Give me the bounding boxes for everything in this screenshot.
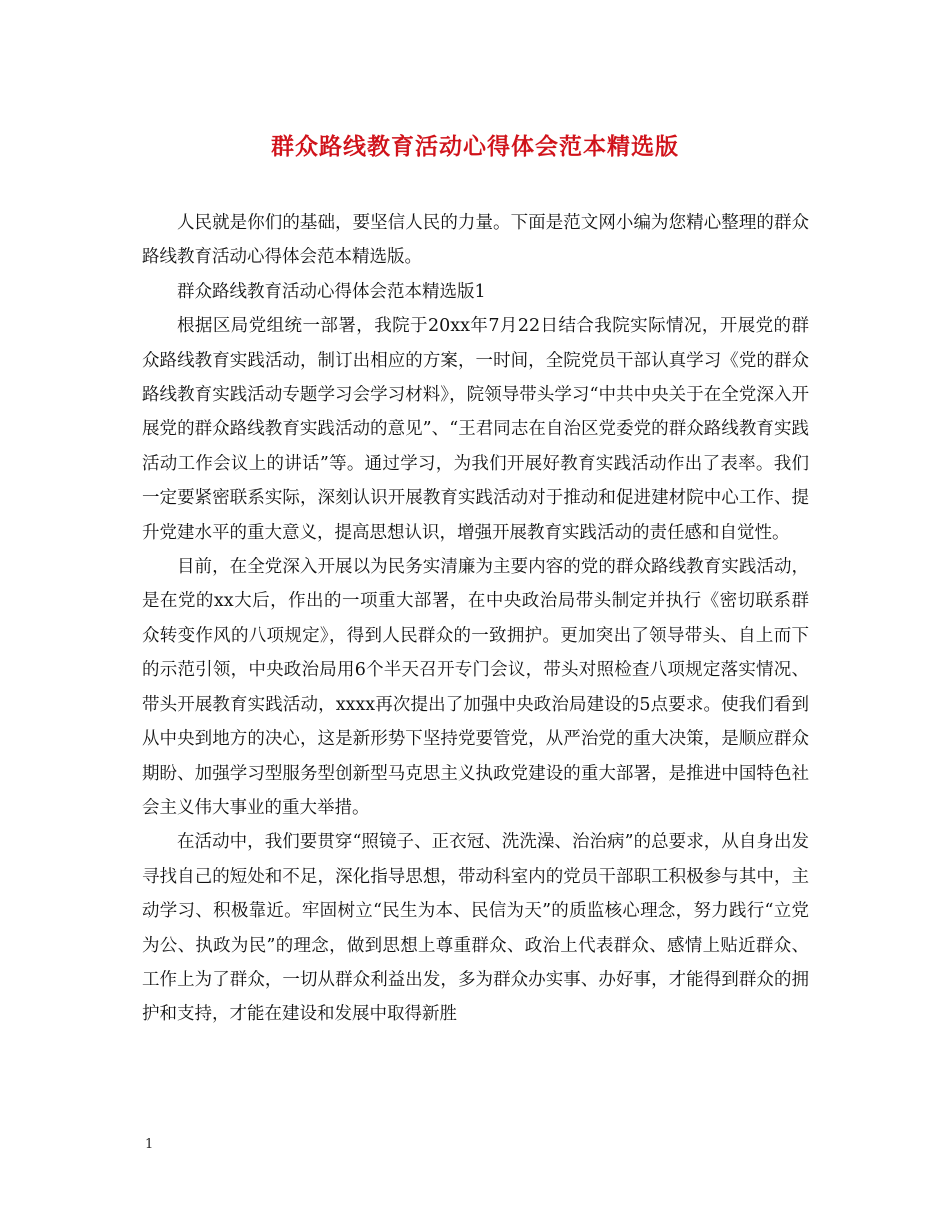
document-title: 群众路线教育活动心得体会范本精选版 xyxy=(271,133,679,160)
page-number: 1 xyxy=(145,1137,154,1152)
document-body xyxy=(142,206,809,1032)
paragraph-body-1: 根据区局党组统一部署，我院于20xx年7月22日结合我院实际情况，开展党的群众路线教育实践活动，制订出相应的方案，一时间，全院党员干部认真学习《党的群众路线教育实践活动专题学习会学习材料》，院领导带头学习“中共中央关于在全党深入开展党的群众路线教育实践活动的意见”、“王君同志在自治区党委党的群众路线教育实践活动工作会议上的讲话”等。通过学习，为我们开展好教育实践活动作出了表率。我们一定要紧密联系实际，深刻认识开展教育实践活动对于推动和促进建材院中心工作、提升党建水平的重大意义，提高思想认识，增强开展教育实践活动的责任感和自觉性。 xyxy=(142,316,809,543)
paragraph-body-2: 目前，在全党深入开展以为民务实清廉为主要内容的党的群众路线教育实践活动，是在党的xx大后，作出的一项重大部署，在中央政治局带头制定并执行《密切联系群众转变作风的八项规定》，得到人民群众的一致拥护。更加突出了领导带头、自上而下的示范引领，中央政治局用6个半天召开专门会议，带头对照检查八项规定落实情况、带头开展教育实践活动，xxxx再次提出了加强中央政治局建设的5点要求。使我们看到从中央到地方的决心，这是新形势下坚持党要管党，从严治党的重大决策，是顺应群众期盼、加强学习型服务型创新型马克思主义执政党建设的重大部署，是推进中国特色社会主义伟大事业的重大举措。 xyxy=(142,557,809,818)
paragraph-body-3: 在活动中，我们要贯穿“照镜子、正衣冠、洗洗澡、治治病”的总要求，从自身出发寻找自己的短处和不足，深化指导思想，带动科室内的党员干部职工积极参与其中，主动学习、积极靠近。牢固树立“民生为本、民信为天”的质监核心理念，努力践行“立党为公、执政为民”的理念，做到思想上尊重群众、政治上代表群众、感情上贴近群众、工作上为了群众，一切从群众利益出发，多为群众办实事、办好事，才能得到群众的拥护和支持，才能在建设和发展中取得新胜 xyxy=(142,832,809,1025)
paragraph-intro: 人民就是你们的基础，要坚信人民的力量。下面是范文网小编为您精心整理的群众路线教育活动心得体会范本精选版。 xyxy=(142,213,809,268)
paragraph-section-heading: 群众路线教育活动心得体会范本精选版1 xyxy=(177,281,486,302)
